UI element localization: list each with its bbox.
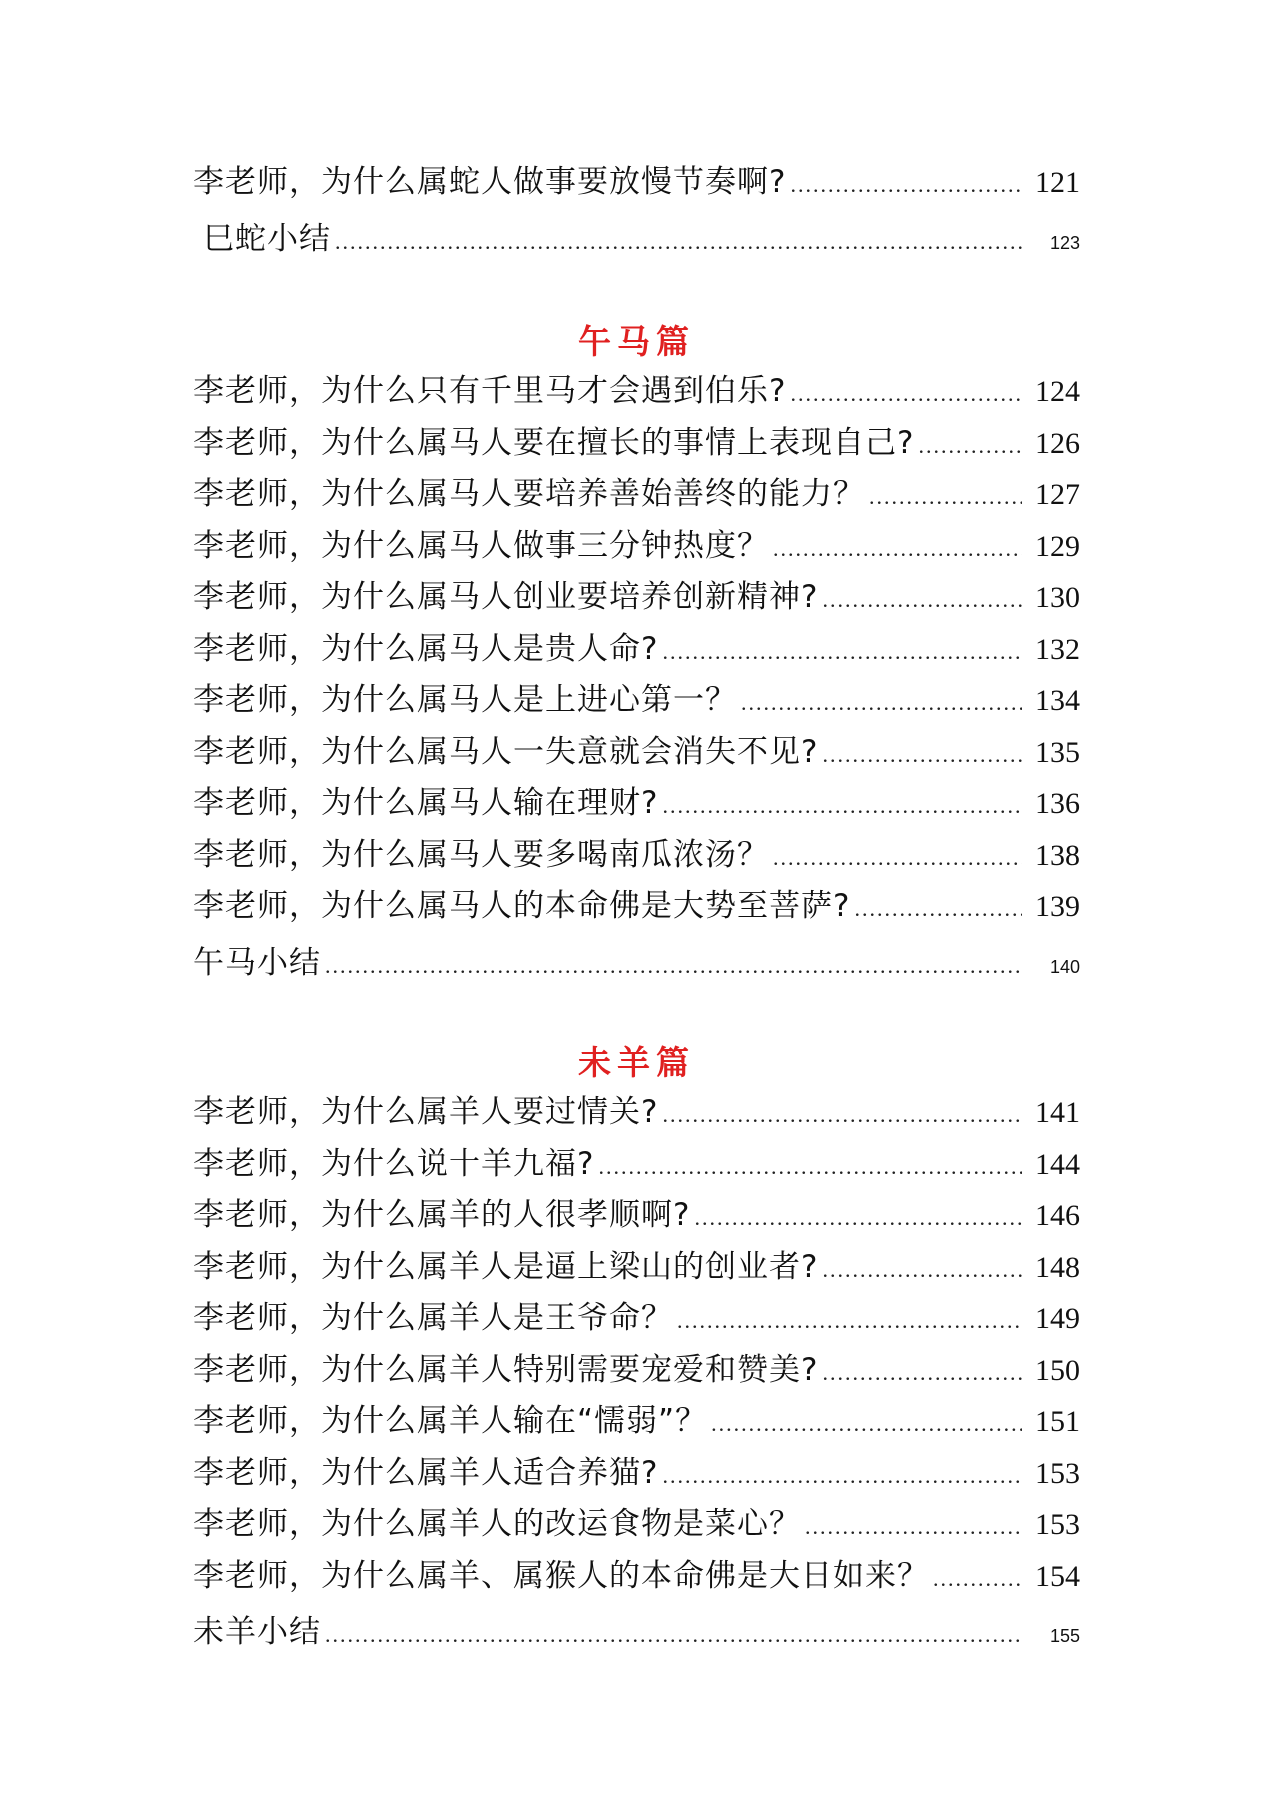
toc-entry[interactable]	[193, 1499, 1080, 1551]
toc-entry-page: 153	[1035, 1508, 1080, 1541]
toc-summary-page: 140	[1049, 956, 1080, 977]
toc-entry-page: 129	[1035, 529, 1080, 563]
toc-leader-dots	[822, 1347, 1022, 1399]
toc-summary-title: 巳蛇小结	[203, 220, 331, 257]
toc-entry[interactable]	[193, 1551, 1080, 1603]
toc-entry-title: 李老师，为什么属马人创业要培养创新精神?	[193, 579, 819, 615]
toc-entry-title: 李老师，为什么属马人是贵人命?	[193, 630, 659, 667]
toc-entry-title: 李老师，为什么属羊、属猴人的本命佛是大日如来？	[193, 1557, 929, 1594]
toc-entry[interactable]	[193, 1139, 1080, 1191]
toc-entry-page: 154	[1035, 1559, 1080, 1593]
toc-leader-dots	[773, 523, 1022, 575]
toc-leader-dots	[711, 1398, 1022, 1450]
toc-leader-dots	[662, 1089, 1022, 1141]
toc-leader-dots	[773, 832, 1022, 884]
toc-summary-entry[interactable]	[193, 209, 1080, 269]
toc-entry-title: 李老师，为什么属羊人要过情关?	[193, 1094, 659, 1130]
toc-entry-page: 141	[1035, 1096, 1080, 1129]
toc-section-horse	[193, 366, 1080, 993]
toc-leader-dots	[822, 1244, 1022, 1296]
toc-entry-title: 李老师，为什么属羊人输在“懦弱”？	[193, 1403, 708, 1439]
toc-entry-page: 149	[1035, 1302, 1080, 1335]
toc-entry[interactable]	[193, 366, 1080, 418]
toc-entry[interactable]	[193, 1448, 1080, 1500]
toc-leader-dots	[694, 1192, 1022, 1244]
toc-entry-page: 139	[1035, 890, 1080, 923]
toc-entry[interactable]	[193, 1087, 1080, 1139]
toc-summary-page: 123	[1049, 232, 1080, 253]
toc-entry[interactable]	[193, 1396, 1080, 1448]
toc-entry-title: 李老师，为什么属马人的本命佛是大势至菩萨?	[193, 888, 851, 924]
toc-leader-dots	[869, 471, 1022, 523]
toc-entry[interactable]	[193, 1242, 1080, 1294]
toc-entry-page: 150	[1035, 1353, 1080, 1387]
toc-entry-title: 李老师，为什么属羊人适合养猫?	[193, 1454, 659, 1491]
toc-entry-page: 153	[1035, 1456, 1080, 1490]
toc-entry-page: 151	[1035, 1405, 1080, 1438]
toc-entry-title: 李老师，为什么属羊的人很孝顺啊?	[193, 1197, 691, 1233]
toc-entry[interactable]	[193, 1190, 1080, 1242]
toc-entry[interactable]	[193, 1345, 1080, 1397]
toc-summary-title: 午马小结	[193, 944, 321, 981]
toc-entry-title: 李老师，为什么只有千里马才会遇到伯乐?	[193, 373, 787, 409]
toc-entry-title: 李老师，为什么属羊人特别需要宠爱和赞美?	[193, 1351, 819, 1388]
toc-entry[interactable]	[193, 157, 1080, 209]
toc-entry-title: 李老师，为什么说十羊九福?	[193, 1145, 595, 1182]
toc-leader-dots	[918, 420, 1022, 472]
toc-entry-title: 李老师，为什么属羊人的改运食物是菜心？	[193, 1506, 801, 1542]
toc-leader-dots	[335, 212, 1022, 272]
toc-entry-title: 李老师，为什么属马人做事三分钟热度？	[193, 527, 769, 564]
toc-summary-title: 未羊小结	[193, 1614, 321, 1650]
toc-entry[interactable]	[193, 830, 1080, 882]
toc-entry-title: 李老师，为什么属羊人是逼上梁山的创业者?	[193, 1248, 819, 1285]
toc-leader-dots	[662, 626, 1022, 678]
toc-entry[interactable]	[193, 521, 1080, 573]
toc-entry-title: 李老师，为什么属马人要培养善始善终的能力？	[193, 476, 865, 512]
toc-entry[interactable]	[193, 624, 1080, 676]
toc-entry-page: 144	[1035, 1147, 1080, 1181]
toc-summary-entry[interactable]	[193, 1602, 1080, 1662]
toc-entry-page: 127	[1035, 478, 1080, 511]
toc-entry[interactable]	[193, 1293, 1080, 1345]
toc-entry-page: 135	[1035, 735, 1080, 769]
section-heading-horse: 午马篇	[578, 322, 695, 361]
toc-entry-page: 146	[1035, 1199, 1080, 1232]
section-heading-goat: 未羊篇	[578, 1043, 695, 1082]
toc-entry-page: 126	[1035, 426, 1080, 460]
toc-entry-title: 李老师，为什么属马人是上进心第一？	[193, 682, 737, 718]
toc-leader-dots	[805, 1501, 1022, 1553]
toc-leader-dots	[822, 574, 1022, 626]
toc-entry[interactable]	[193, 778, 1080, 830]
toc-section-goat	[193, 1087, 1080, 1662]
toc-leader-dots	[325, 1605, 1022, 1665]
toc-leader-dots	[854, 883, 1022, 935]
toc-section-snake	[193, 157, 1080, 269]
toc-entry-title: 李老师，为什么属马人一失意就会消失不见?	[193, 733, 819, 770]
toc-entry-title: 李老师，为什么属马人要在擅长的事情上表现自己?	[193, 424, 915, 461]
toc-entry[interactable]	[193, 469, 1080, 521]
toc-leader-dots	[790, 159, 1022, 211]
toc-entry[interactable]	[193, 572, 1080, 624]
toc-entry-page: 138	[1035, 838, 1080, 872]
toc-leader-dots	[790, 368, 1022, 420]
toc-entry[interactable]	[193, 675, 1080, 727]
toc-leader-dots	[598, 1141, 1022, 1193]
toc-leader-dots	[662, 1450, 1022, 1502]
toc-entry[interactable]	[193, 418, 1080, 470]
toc-leader-dots	[677, 1295, 1022, 1347]
toc-entry-title: 李老师，为什么属羊人是王爷命？	[193, 1300, 673, 1336]
toc-entry-page: 132	[1035, 632, 1080, 666]
toc-entry-page: 134	[1035, 684, 1080, 717]
toc-summary-page: 155	[1049, 1626, 1080, 1646]
toc-entry[interactable]	[193, 727, 1080, 779]
toc-entry-page: 130	[1035, 581, 1080, 614]
toc-entry-title: 李老师，为什么属蛇人做事要放慢节奏啊?	[193, 164, 787, 200]
toc-summary-entry[interactable]	[193, 933, 1080, 993]
toc-entry-page: 136	[1035, 787, 1080, 820]
toc-entry-title: 李老师，为什么属马人要多喝南瓜浓汤？	[193, 836, 769, 873]
toc-leader-dots	[325, 936, 1022, 996]
toc-entry-page: 121	[1035, 166, 1080, 199]
toc-leader-dots	[822, 729, 1022, 781]
toc-entry-page: 124	[1035, 375, 1080, 408]
toc-entry-page: 148	[1035, 1250, 1080, 1284]
toc-leader-dots	[933, 1553, 1022, 1605]
toc-entry[interactable]	[193, 881, 1080, 933]
toc-leader-dots	[741, 677, 1022, 729]
toc-entry-title: 李老师，为什么属马人输在理财?	[193, 785, 659, 821]
toc-leader-dots	[662, 780, 1022, 832]
